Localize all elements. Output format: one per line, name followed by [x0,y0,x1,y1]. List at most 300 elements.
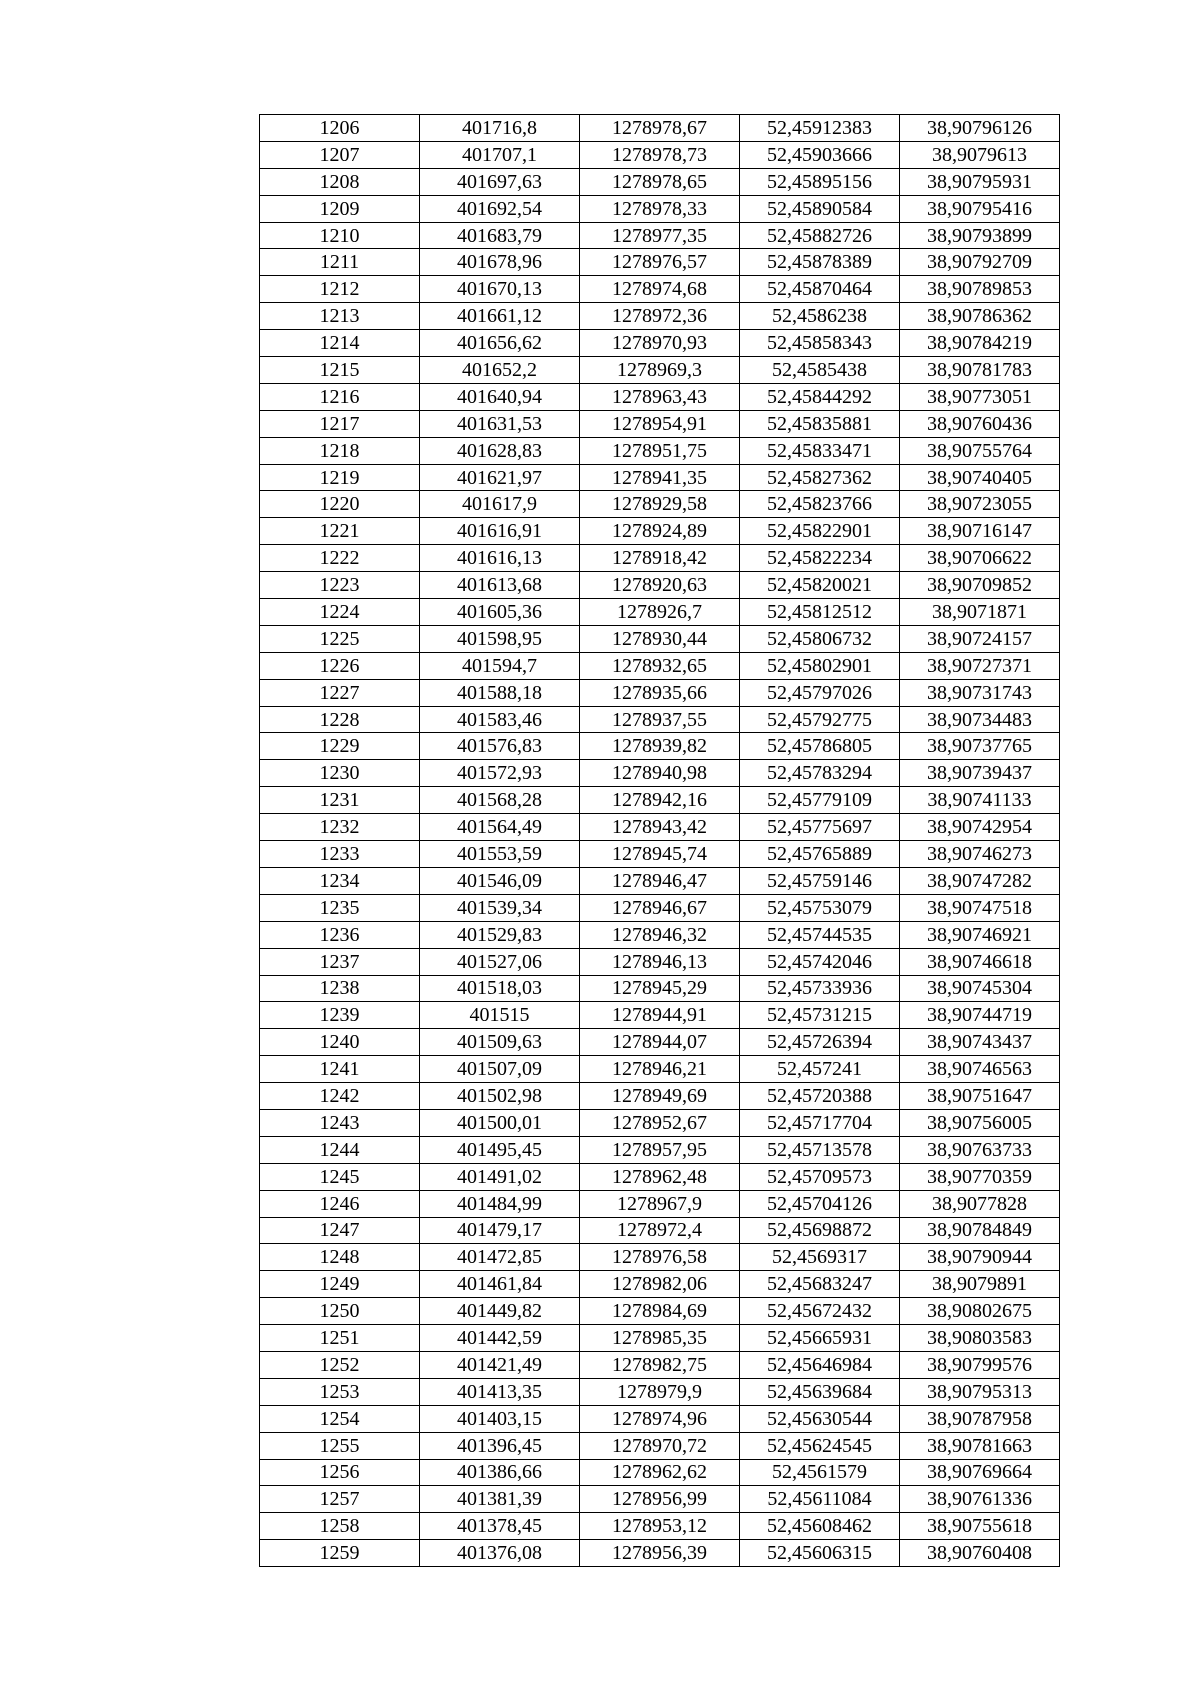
latitude-cell: 52,45683247 [740,1271,900,1298]
y-coordinate-cell: 1278944,07 [580,1029,740,1056]
table-row [260,1163,1060,1190]
y-coordinate-cell: 1278920,63 [580,572,740,599]
table-row [260,625,1060,652]
latitude-cell: 52,45912383 [740,115,900,142]
longitude-cell: 38,90741133 [900,787,1060,814]
latitude-cell: 52,45783294 [740,760,900,787]
table-row [260,599,1060,626]
point-number-cell: 1220 [260,491,420,518]
longitude-cell: 38,90743437 [900,1029,1060,1056]
latitude-cell: 52,45812512 [740,599,900,626]
latitude-cell: 52,457241 [740,1056,900,1083]
table-row [260,141,1060,168]
point-number-cell: 1249 [260,1271,420,1298]
longitude-cell: 38,90763733 [900,1136,1060,1163]
latitude-cell: 52,45858343 [740,330,900,357]
x-coordinate-cell: 401381,39 [420,1486,580,1513]
longitude-cell: 38,90796126 [900,115,1060,142]
x-coordinate-cell: 401576,83 [420,733,580,760]
point-number-cell: 1247 [260,1217,420,1244]
table-row [260,1136,1060,1163]
longitude-cell: 38,90803583 [900,1325,1060,1352]
longitude-cell: 38,90795416 [900,195,1060,222]
latitude-cell: 52,45797026 [740,679,900,706]
longitude-cell: 38,90802675 [900,1298,1060,1325]
point-number-cell: 1225 [260,625,420,652]
y-coordinate-cell: 1278970,72 [580,1432,740,1459]
table-row [260,195,1060,222]
y-coordinate-cell: 1278937,55 [580,706,740,733]
x-coordinate-cell: 401621,97 [420,464,580,491]
y-coordinate-cell: 1278944,91 [580,1002,740,1029]
point-number-cell: 1241 [260,1056,420,1083]
y-coordinate-cell: 1278979,9 [580,1378,740,1405]
longitude-cell: 38,90747518 [900,894,1060,921]
y-coordinate-cell: 1278978,33 [580,195,740,222]
longitude-cell: 38,90745304 [900,975,1060,1002]
x-coordinate-cell: 401515 [420,1002,580,1029]
y-coordinate-cell: 1278952,67 [580,1109,740,1136]
table-row [260,841,1060,868]
coordinates-table-body [260,115,1060,1567]
latitude-cell: 52,45672432 [740,1298,900,1325]
longitude-cell: 38,90723055 [900,491,1060,518]
point-number-cell: 1236 [260,921,420,948]
point-number-cell: 1227 [260,679,420,706]
x-coordinate-cell: 401546,09 [420,867,580,894]
latitude-cell: 52,45713578 [740,1136,900,1163]
y-coordinate-cell: 1278954,91 [580,410,740,437]
point-number-cell: 1232 [260,814,420,841]
point-number-cell: 1256 [260,1459,420,1486]
x-coordinate-cell: 401472,85 [420,1244,580,1271]
point-number-cell: 1243 [260,1109,420,1136]
latitude-cell: 52,45802901 [740,652,900,679]
longitude-cell: 38,90769664 [900,1459,1060,1486]
longitude-cell: 38,90746563 [900,1056,1060,1083]
longitude-cell: 38,90740405 [900,464,1060,491]
point-number-cell: 1248 [260,1244,420,1271]
longitude-cell: 38,90786362 [900,303,1060,330]
latitude-cell: 52,45753079 [740,894,900,921]
point-number-cell: 1224 [260,599,420,626]
x-coordinate-cell: 401479,17 [420,1217,580,1244]
latitude-cell: 52,45608462 [740,1513,900,1540]
longitude-cell: 38,90751647 [900,1083,1060,1110]
point-number-cell: 1238 [260,975,420,1002]
point-number-cell: 1213 [260,303,420,330]
table-row [260,545,1060,572]
point-number-cell: 1255 [260,1432,420,1459]
table-row [260,249,1060,276]
longitude-cell: 38,9079613 [900,141,1060,168]
longitude-cell: 38,90727371 [900,652,1060,679]
table-row [260,1217,1060,1244]
latitude-cell: 52,45606315 [740,1540,900,1567]
longitude-cell: 38,90773051 [900,383,1060,410]
x-coordinate-cell: 401564,49 [420,814,580,841]
x-coordinate-cell: 401495,45 [420,1136,580,1163]
latitude-cell: 52,45709573 [740,1163,900,1190]
point-number-cell: 1228 [260,706,420,733]
point-number-cell: 1207 [260,141,420,168]
longitude-cell: 38,90795931 [900,168,1060,195]
point-number-cell: 1218 [260,437,420,464]
y-coordinate-cell: 1278926,7 [580,599,740,626]
table-row [260,357,1060,384]
table-row [260,867,1060,894]
y-coordinate-cell: 1278982,75 [580,1351,740,1378]
y-coordinate-cell: 1278935,66 [580,679,740,706]
latitude-cell: 52,45895156 [740,168,900,195]
x-coordinate-cell: 401442,59 [420,1325,580,1352]
y-coordinate-cell: 1278982,06 [580,1271,740,1298]
point-number-cell: 1206 [260,115,420,142]
point-number-cell: 1216 [260,383,420,410]
latitude-cell: 52,4561579 [740,1459,900,1486]
x-coordinate-cell: 401491,02 [420,1163,580,1190]
x-coordinate-cell: 401628,83 [420,437,580,464]
longitude-cell: 38,90756005 [900,1109,1060,1136]
y-coordinate-cell: 1278967,9 [580,1190,740,1217]
longitude-cell: 38,90770359 [900,1163,1060,1190]
x-coordinate-cell: 401500,01 [420,1109,580,1136]
y-coordinate-cell: 1278974,68 [580,276,740,303]
y-coordinate-cell: 1278978,67 [580,115,740,142]
point-number-cell: 1214 [260,330,420,357]
point-number-cell: 1259 [260,1540,420,1567]
point-number-cell: 1234 [260,867,420,894]
table-row [260,464,1060,491]
point-number-cell: 1222 [260,545,420,572]
table-row [260,1056,1060,1083]
y-coordinate-cell: 1278941,35 [580,464,740,491]
x-coordinate-cell: 401518,03 [420,975,580,1002]
latitude-cell: 52,45903666 [740,141,900,168]
latitude-cell: 52,45844292 [740,383,900,410]
latitude-cell: 52,45890584 [740,195,900,222]
longitude-cell: 38,90716147 [900,518,1060,545]
y-coordinate-cell: 1278946,47 [580,867,740,894]
point-number-cell: 1252 [260,1351,420,1378]
x-coordinate-cell: 401583,46 [420,706,580,733]
latitude-cell: 52,45759146 [740,867,900,894]
latitude-cell: 52,45624545 [740,1432,900,1459]
point-number-cell: 1246 [260,1190,420,1217]
x-coordinate-cell: 401670,13 [420,276,580,303]
y-coordinate-cell: 1278956,39 [580,1540,740,1567]
longitude-cell: 38,9077828 [900,1190,1060,1217]
x-coordinate-cell: 401378,45 [420,1513,580,1540]
table-row [260,921,1060,948]
table-row [260,1244,1060,1271]
y-coordinate-cell: 1278945,29 [580,975,740,1002]
point-number-cell: 1258 [260,1513,420,1540]
table-row [260,383,1060,410]
x-coordinate-cell: 401568,28 [420,787,580,814]
x-coordinate-cell: 401449,82 [420,1298,580,1325]
point-number-cell: 1212 [260,276,420,303]
y-coordinate-cell: 1278924,89 [580,518,740,545]
longitude-cell: 38,90760408 [900,1540,1060,1567]
latitude-cell: 52,4585438 [740,357,900,384]
latitude-cell: 52,45630544 [740,1405,900,1432]
table-row [260,652,1060,679]
table-row [260,303,1060,330]
point-number-cell: 1254 [260,1405,420,1432]
x-coordinate-cell: 401697,63 [420,168,580,195]
point-number-cell: 1217 [260,410,420,437]
latitude-cell: 52,45646984 [740,1351,900,1378]
latitude-cell: 52,45827362 [740,464,900,491]
point-number-cell: 1240 [260,1029,420,1056]
point-number-cell: 1219 [260,464,420,491]
table-row [260,276,1060,303]
y-coordinate-cell: 1278953,12 [580,1513,740,1540]
table-row [260,222,1060,249]
y-coordinate-cell: 1278974,96 [580,1405,740,1432]
longitude-cell: 38,90789853 [900,276,1060,303]
longitude-cell: 38,90709852 [900,572,1060,599]
longitude-cell: 38,90792709 [900,249,1060,276]
table-row [260,787,1060,814]
table-row [260,1109,1060,1136]
y-coordinate-cell: 1278976,58 [580,1244,740,1271]
x-coordinate-cell: 401652,2 [420,357,580,384]
longitude-cell: 38,90746921 [900,921,1060,948]
y-coordinate-cell: 1278969,3 [580,357,740,384]
y-coordinate-cell: 1278940,98 [580,760,740,787]
latitude-cell: 52,45823766 [740,491,900,518]
y-coordinate-cell: 1278946,67 [580,894,740,921]
latitude-cell: 52,45639684 [740,1378,900,1405]
longitude-cell: 38,90746618 [900,948,1060,975]
longitude-cell: 38,90781663 [900,1432,1060,1459]
y-coordinate-cell: 1278945,74 [580,841,740,868]
longitude-cell: 38,90706622 [900,545,1060,572]
y-coordinate-cell: 1278918,42 [580,545,740,572]
y-coordinate-cell: 1278970,93 [580,330,740,357]
latitude-cell: 52,45806732 [740,625,900,652]
y-coordinate-cell: 1278951,75 [580,437,740,464]
x-coordinate-cell: 401616,91 [420,518,580,545]
table-row [260,706,1060,733]
latitude-cell: 52,45698872 [740,1217,900,1244]
latitude-cell: 52,45717704 [740,1109,900,1136]
latitude-cell: 52,45731215 [740,1002,900,1029]
y-coordinate-cell: 1278978,65 [580,168,740,195]
table-row [260,975,1060,1002]
x-coordinate-cell: 401598,95 [420,625,580,652]
point-number-cell: 1250 [260,1298,420,1325]
table-row [260,760,1060,787]
longitude-cell: 38,90790944 [900,1244,1060,1271]
x-coordinate-cell: 401616,13 [420,545,580,572]
point-number-cell: 1235 [260,894,420,921]
point-number-cell: 1237 [260,948,420,975]
point-number-cell: 1251 [260,1325,420,1352]
latitude-cell: 52,45720388 [740,1083,900,1110]
point-number-cell: 1244 [260,1136,420,1163]
point-number-cell: 1239 [260,1002,420,1029]
latitude-cell: 52,45822234 [740,545,900,572]
longitude-cell: 38,90724157 [900,625,1060,652]
x-coordinate-cell: 401461,84 [420,1271,580,1298]
y-coordinate-cell: 1278963,43 [580,383,740,410]
y-coordinate-cell: 1278977,35 [580,222,740,249]
x-coordinate-cell: 401396,45 [420,1432,580,1459]
table-row [260,1271,1060,1298]
x-coordinate-cell: 401683,79 [420,222,580,249]
table-row [260,1298,1060,1325]
y-coordinate-cell: 1278946,13 [580,948,740,975]
point-number-cell: 1223 [260,572,420,599]
longitude-cell: 38,90739437 [900,760,1060,787]
table-row [260,1325,1060,1352]
longitude-cell: 38,90787958 [900,1405,1060,1432]
y-coordinate-cell: 1278932,65 [580,652,740,679]
x-coordinate-cell: 401613,68 [420,572,580,599]
longitude-cell: 38,90784219 [900,330,1060,357]
table-row [260,1083,1060,1110]
x-coordinate-cell: 401631,53 [420,410,580,437]
latitude-cell: 52,45742046 [740,948,900,975]
table-row [260,894,1060,921]
latitude-cell: 52,45870464 [740,276,900,303]
y-coordinate-cell: 1278946,21 [580,1056,740,1083]
y-coordinate-cell: 1278978,73 [580,141,740,168]
y-coordinate-cell: 1278962,62 [580,1459,740,1486]
point-number-cell: 1226 [260,652,420,679]
x-coordinate-cell: 401707,1 [420,141,580,168]
longitude-cell: 38,9079891 [900,1271,1060,1298]
table-row [260,1351,1060,1378]
table-row [260,1002,1060,1029]
latitude-cell: 52,45779109 [740,787,900,814]
x-coordinate-cell: 401413,35 [420,1378,580,1405]
point-number-cell: 1209 [260,195,420,222]
table-row [260,518,1060,545]
y-coordinate-cell: 1278939,82 [580,733,740,760]
table-row [260,814,1060,841]
y-coordinate-cell: 1278957,95 [580,1136,740,1163]
table-row [260,679,1060,706]
latitude-cell: 52,4569317 [740,1244,900,1271]
longitude-cell: 38,90734483 [900,706,1060,733]
x-coordinate-cell: 401502,98 [420,1083,580,1110]
latitude-cell: 52,45726394 [740,1029,900,1056]
latitude-cell: 52,45833471 [740,437,900,464]
latitude-cell: 52,45704126 [740,1190,900,1217]
table-row [260,115,1060,142]
y-coordinate-cell: 1278956,99 [580,1486,740,1513]
point-number-cell: 1230 [260,760,420,787]
table-row [260,1378,1060,1405]
table-row [260,948,1060,975]
x-coordinate-cell: 401509,63 [420,1029,580,1056]
latitude-cell: 52,45822901 [740,518,900,545]
point-number-cell: 1211 [260,249,420,276]
point-number-cell: 1210 [260,222,420,249]
x-coordinate-cell: 401656,62 [420,330,580,357]
longitude-cell: 38,90746273 [900,841,1060,868]
y-coordinate-cell: 1278976,57 [580,249,740,276]
latitude-cell: 52,45611084 [740,1486,900,1513]
x-coordinate-cell: 401572,93 [420,760,580,787]
y-coordinate-cell: 1278930,44 [580,625,740,652]
longitude-cell: 38,90742954 [900,814,1060,841]
x-coordinate-cell: 401484,99 [420,1190,580,1217]
longitude-cell: 38,90761336 [900,1486,1060,1513]
latitude-cell: 52,4586238 [740,303,900,330]
longitude-cell: 38,90760436 [900,410,1060,437]
y-coordinate-cell: 1278949,69 [580,1083,740,1110]
longitude-cell: 38,90744719 [900,1002,1060,1029]
x-coordinate-cell: 401421,49 [420,1351,580,1378]
x-coordinate-cell: 401529,83 [420,921,580,948]
longitude-cell: 38,90795313 [900,1378,1060,1405]
point-number-cell: 1257 [260,1486,420,1513]
longitude-cell: 38,9071871 [900,599,1060,626]
latitude-cell: 52,45775697 [740,814,900,841]
point-number-cell: 1242 [260,1083,420,1110]
point-number-cell: 1231 [260,787,420,814]
point-number-cell: 1215 [260,357,420,384]
point-number-cell: 1233 [260,841,420,868]
longitude-cell: 38,90799576 [900,1351,1060,1378]
table-row [260,1459,1060,1486]
x-coordinate-cell: 401640,94 [420,383,580,410]
longitude-cell: 38,90793899 [900,222,1060,249]
longitude-cell: 38,90781783 [900,357,1060,384]
longitude-cell: 38,90731743 [900,679,1060,706]
x-coordinate-cell: 401507,09 [420,1056,580,1083]
latitude-cell: 52,45878389 [740,249,900,276]
table-row [260,491,1060,518]
table-row [260,437,1060,464]
x-coordinate-cell: 401605,36 [420,599,580,626]
y-coordinate-cell: 1278962,48 [580,1163,740,1190]
table-row [260,1513,1060,1540]
table-row [260,733,1060,760]
y-coordinate-cell: 1278943,42 [580,814,740,841]
table-row [260,1486,1060,1513]
x-coordinate-cell: 401661,12 [420,303,580,330]
y-coordinate-cell: 1278946,32 [580,921,740,948]
x-coordinate-cell: 401539,34 [420,894,580,921]
table-row [260,1405,1060,1432]
longitude-cell: 38,90755764 [900,437,1060,464]
x-coordinate-cell: 401588,18 [420,679,580,706]
point-number-cell: 1253 [260,1378,420,1405]
point-number-cell: 1208 [260,168,420,195]
x-coordinate-cell: 401594,7 [420,652,580,679]
point-number-cell: 1221 [260,518,420,545]
x-coordinate-cell: 401403,15 [420,1405,580,1432]
x-coordinate-cell: 401617,9 [420,491,580,518]
longitude-cell: 38,90755618 [900,1513,1060,1540]
point-number-cell: 1245 [260,1163,420,1190]
table-row [260,1029,1060,1056]
table-row [260,1540,1060,1567]
x-coordinate-cell: 401553,59 [420,841,580,868]
latitude-cell: 52,45882726 [740,222,900,249]
y-coordinate-cell: 1278972,36 [580,303,740,330]
y-coordinate-cell: 1278929,58 [580,491,740,518]
latitude-cell: 52,45792775 [740,706,900,733]
x-coordinate-cell: 401692,54 [420,195,580,222]
table-row [260,1190,1060,1217]
